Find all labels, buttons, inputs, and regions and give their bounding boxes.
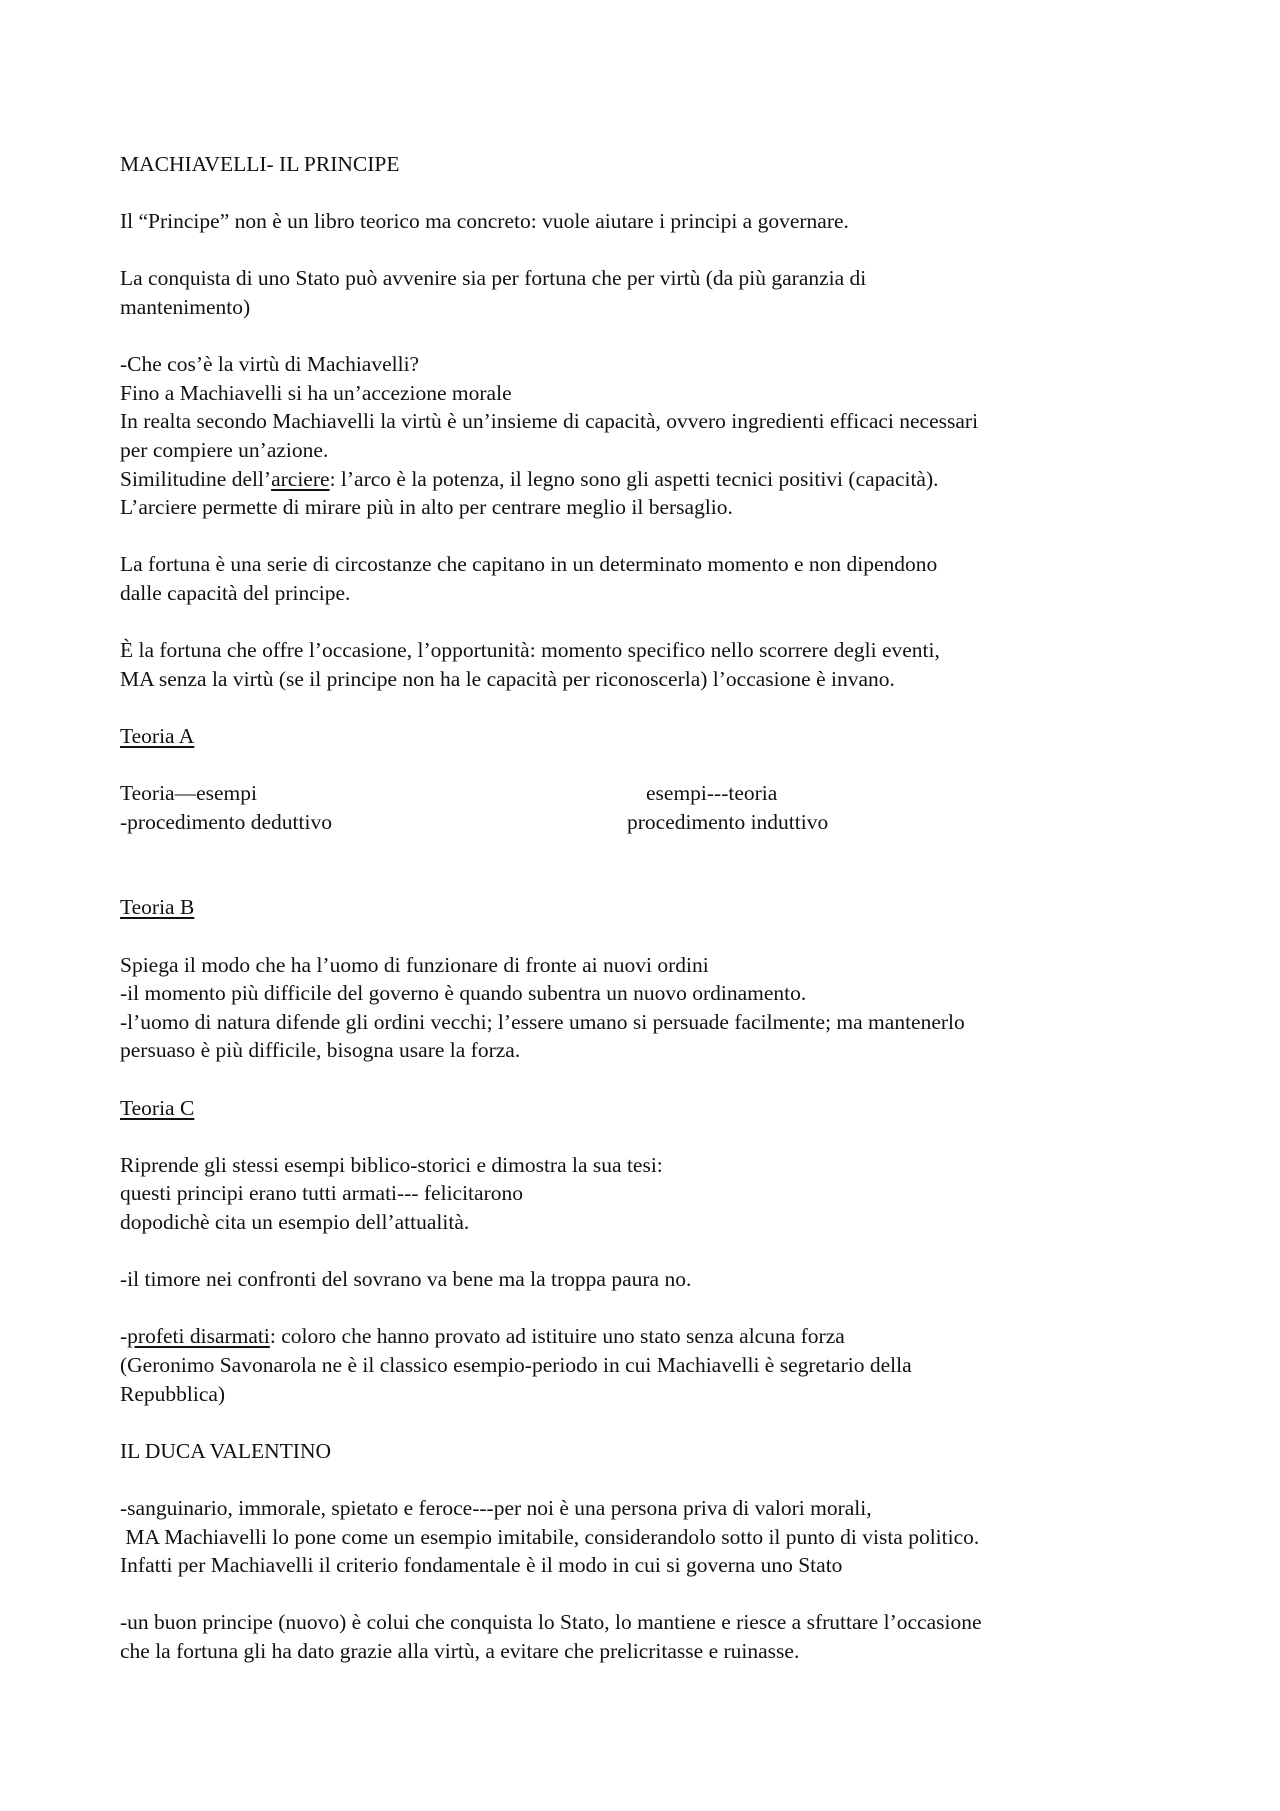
simile-prefix: Similitudine dell’	[120, 466, 272, 491]
simile-line	[120, 465, 1180, 494]
prophets-dash: -	[120, 1324, 128, 1349]
text-line: La conquista di uno Stato può avvenire sia per fortuna che per virtù (da più garanzia di	[120, 266, 867, 291]
intro-paragraph: Il “Principe” non è un libro teorico ma concreto: vuole aiutare i principi a governare.	[120, 209, 849, 234]
prophets-rest: : coloro che hanno provato ad istituire uno stato senza alcuna forza	[269, 1324, 845, 1349]
text-line: questi principi erano tutti armati--- felicitarono	[120, 1181, 523, 1206]
prophets-paragraph	[120, 1322, 1180, 1408]
text-line: Fino a Machiavelli si ha un’accezione morale	[120, 380, 512, 405]
text-line: -un buon principe (nuovo) è colui che conquista lo Stato, lo mantiene e riesce a sfruttare l’occasione	[120, 1610, 982, 1635]
comparison-row	[120, 779, 1180, 808]
text-line: dalle capacità del principe.	[120, 580, 351, 605]
teoria-c-paragraph	[120, 1151, 1180, 1237]
text-line: -sanguinario, immorale, spietato e feroce---per noi è una persona priva di valori morali,	[120, 1495, 872, 1520]
text-line: -il momento più difficile del governo è quando subentra un nuovo ordinamento.	[120, 981, 807, 1006]
text-line: È la fortuna che offre l’occasione, l’opportunità: momento specifico nello scorrere degli eventi,	[120, 638, 940, 663]
occasion-paragraph	[120, 636, 1180, 693]
text-line: Repubblica)	[120, 1381, 226, 1406]
duca-heading: IL DUCA VALENTINO	[120, 1438, 332, 1463]
text-line: MA senza la virtù (se il principe non ha le capacità per riconoscerla) l’occasione è invano.	[120, 666, 895, 691]
comparison-left: -procedimento deduttivo	[120, 809, 332, 834]
text-line: Spiega il modo che ha l’uomo di funzionare di fronte ai nuovi ordini	[120, 952, 709, 977]
comparison-right: esempi---teoria	[646, 781, 778, 806]
text-line: dopodichè cita un esempio dell’attualità.	[120, 1209, 470, 1234]
teoria-b-heading: Teoria B	[120, 895, 195, 920]
document-page	[120, 150, 1180, 1665]
simile-rest: : l’arco è la potenza, il legno sono gli aspetti tecnici positivi (capacità).	[329, 466, 939, 491]
text-line: -l’uomo di natura difende gli ordini vecchi; l’essere umano si persuade facilmente; ma mantenerlo	[120, 1009, 965, 1034]
duca-paragraph-2	[120, 1608, 1180, 1665]
fortune-paragraph	[120, 550, 1180, 607]
virtue-question: -Che cos’è la virtù di Machiavelli?	[120, 352, 420, 377]
teoria-a-comparison	[120, 779, 1180, 836]
text-line: La fortuna è una serie di circostanze che capitano in un determinato momento e non dipendono	[120, 552, 938, 577]
prophets-term: profeti disarmati	[127, 1324, 270, 1349]
teoria-c-heading: Teoria C	[120, 1095, 195, 1120]
fear-paragraph: -il timore nei confronti del sovrano va bene ma la troppa paura no.	[120, 1267, 692, 1292]
text-line: In realta secondo Machiavelli la virtù è un’insieme di capacità, ovvero ingredienti efficaci necessari	[120, 409, 979, 434]
text-line: Infatti per Machiavelli il criterio fondamentale è il modo in cui si governa uno Stato	[120, 1553, 843, 1578]
virtue-paragraph	[120, 350, 1180, 522]
text-line: (Geronimo Savonarola ne è il classico esempio-periodo in cui Machiavelli è segretario della	[120, 1352, 912, 1377]
comparison-right: procedimento induttivo	[627, 809, 829, 834]
prophets-line	[120, 1322, 1180, 1351]
teoria-a-heading: Teoria A	[120, 723, 195, 748]
comparison-row	[120, 808, 1180, 837]
text-line: MA Machiavelli lo pone come un esempio imitabile, considerandolo sotto il punto di vista politico.	[120, 1524, 980, 1549]
duca-paragraph-1	[120, 1494, 1180, 1580]
text-line: L’arciere permette di mirare più in alto per centrare meglio il bersaglio.	[120, 495, 733, 520]
teoria-b-paragraph	[120, 951, 1180, 1065]
comparison-left: Teoria—esempi	[120, 781, 257, 806]
text-line: che la fortuna gli ha dato grazie alla virtù, a evitare che prelicritasse e ruinasse.	[120, 1638, 800, 1663]
document-title: MACHIAVELLI- IL PRINCIPE	[120, 152, 400, 176]
text-line: Riprende gli stessi esempi biblico-storici e dimostra la sua tesi:	[120, 1152, 663, 1177]
text-line: mantenimento)	[120, 294, 251, 319]
simile-term: arciere	[271, 466, 330, 491]
conquest-paragraph	[120, 264, 1180, 321]
text-line: persuaso è più difficile, bisogna usare la forza.	[120, 1038, 521, 1063]
text-line: per compiere un’azione.	[120, 437, 329, 462]
